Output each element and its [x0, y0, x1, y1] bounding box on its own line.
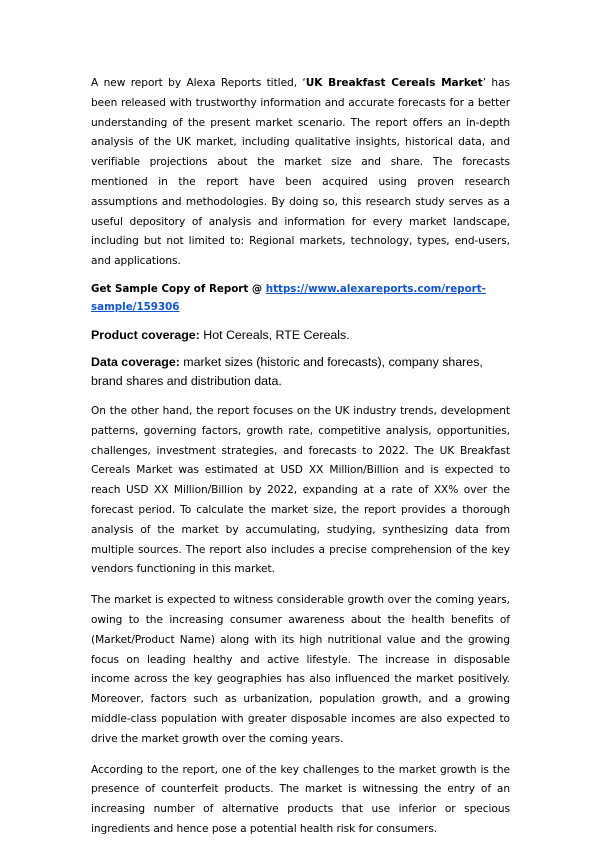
- data-coverage: [91, 353, 510, 391]
- product-coverage-label: Product coverage:: [91, 327, 200, 342]
- intro-lead: A new report by Alexa Reports titled, ‘: [91, 77, 306, 89]
- market-growth-paragraph: The market is expected to witness considerable growth over the coming years, owing to the increasing consumer awareness about the health benefits of (Market/Product Name) along with its high nutritional value and the growing focus on leading healthy and active lifestyle. The increase in disposable income across the key geographies has also influenced the market positively. Moreover, factors such as urbanization, population growth, and a growing middle-class population with greater disposable incomes are also expected to drive the market growth over the coming years.: [91, 594, 510, 745]
- sample-report-link[interactable]: https://www.alexareports.com/report-sample/159306: [91, 282, 486, 313]
- industry-trends-paragraph: On the other hand, the report focuses on the UK industry trends, development patterns, governing factors, growth rate, competitive analysis, opportunities, challenges, investment strategies, and forecasts to 2022. The UK Breakfast Cereals Market was estimated at USD XX Million/Billion and is expected to reach USD XX Million/Billion by 2022, expanding at a rate of XX% over the forecast period. To calculate the market size, the report provides a thorough analysis of the market by accumulating, studying, synthesizing data from multiple sources. The report also includes a precise comprehension of the key vendors functioning in this market.: [91, 404, 510, 576]
- challenges-paragraph: According to the report, one of the key challenges to the market growth is the presence of counterfeit products. The market is witnessing the entry of an increasing number of alternative products that use inferior or specious ingredients and hence pose a potential health risk for consumers.: [91, 763, 510, 835]
- data-coverage-text: market sizes (historic and forecasts), company shares, brand shares and distribution data.: [91, 354, 483, 388]
- sample-label: Get Sample Copy of Report @: [91, 282, 266, 295]
- intro-rest: ’ has been released with trustworthy information and accurate forecasts for a better understanding of the present market scenario. The report offers an in-depth analysis of the UK market, including qualitative insights, historical data, and verifiable projections about the market size and share. The forecasts mentioned in the report have been acquired using proven research assumptions and methodologies. By doing so, this research study serves as a useful depository of analysis and information for every market landscape, including but not limited to: Regional markets, technology, types, end-users, and applications.: [91, 77, 510, 268]
- data-coverage-label: Data coverage:: [91, 354, 180, 369]
- product-coverage-text: Hot Cereals, RTE Cereals.: [199, 327, 350, 342]
- sample-copy-line: [91, 280, 510, 316]
- intro-paragraph: [91, 74, 510, 272]
- product-coverage: [91, 326, 510, 345]
- report-title: UK Breakfast Cereals Market: [305, 77, 483, 89]
